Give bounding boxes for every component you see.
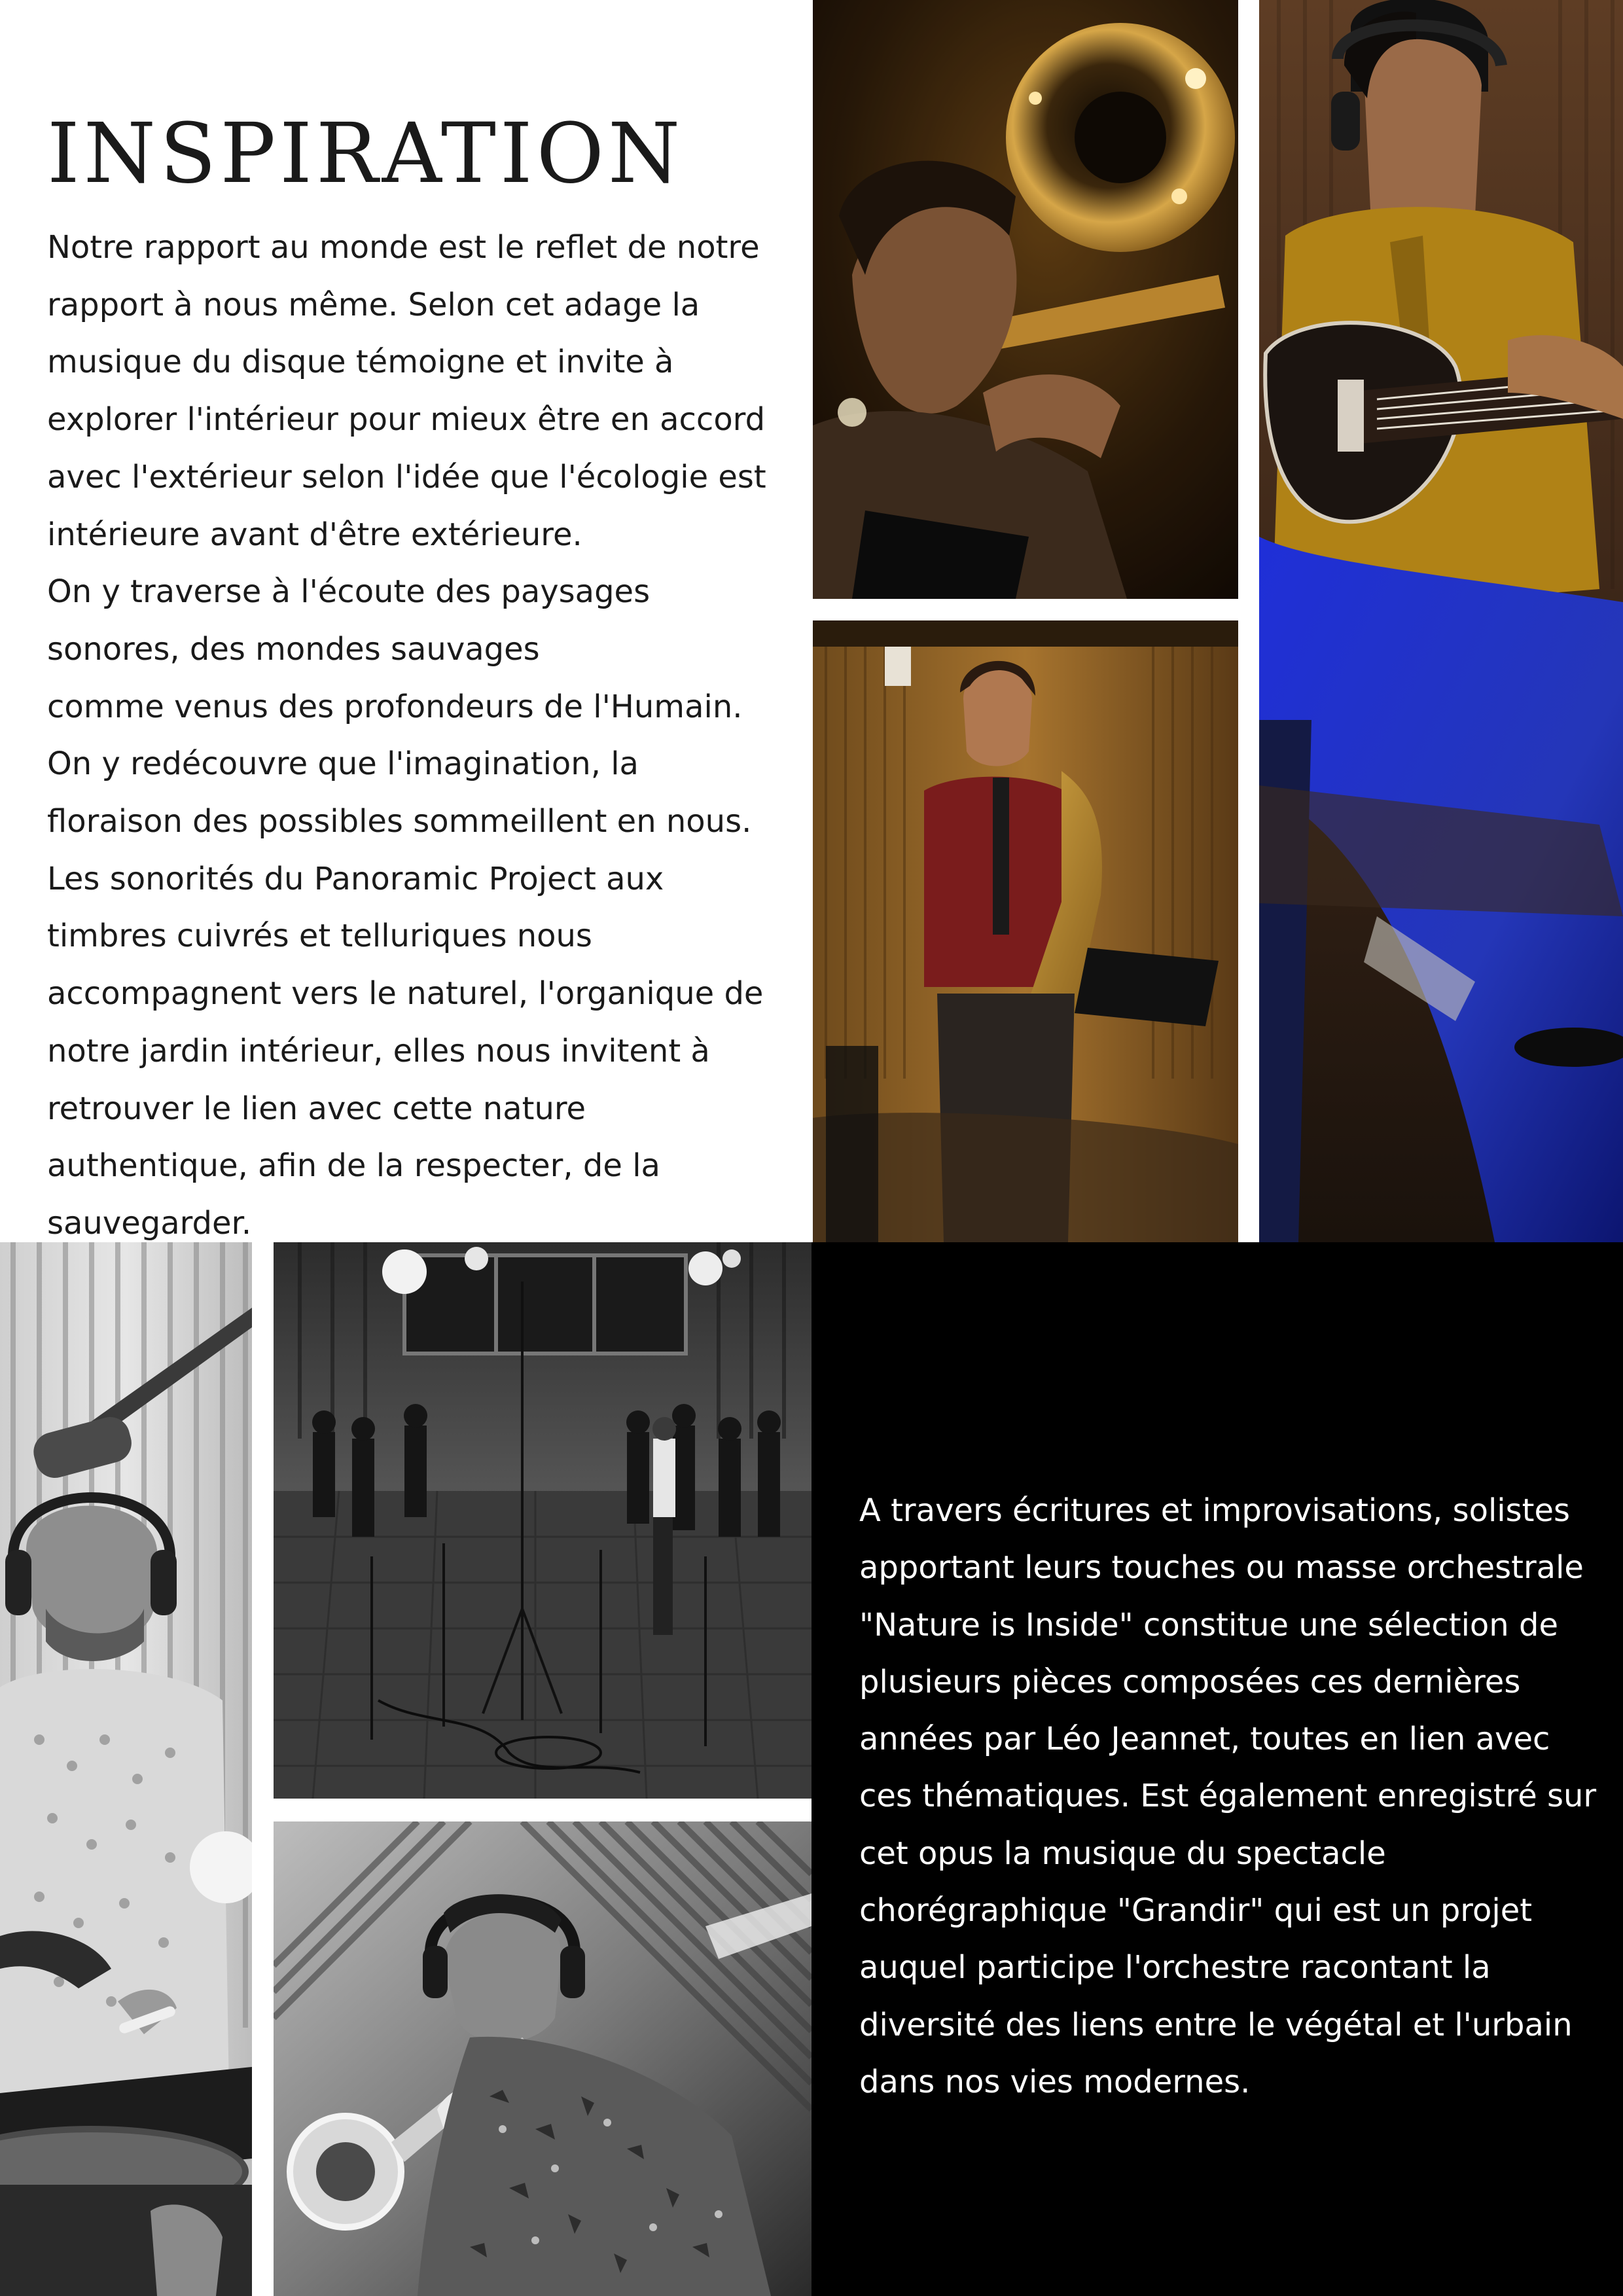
page-title: INSPIRATION: [47, 105, 685, 202]
orchestra-studio-photo: [274, 1242, 812, 1799]
guitarist-photo: [1259, 0, 1623, 1242]
intro-paragraph: On y redécouvre que l'imagination, la floraison des possibles sommeillent en nous. Les sonorités du Panoramic Project aux timbres cuivrés et telluriques nous accompagnent vers le naturel, l'organique de notre jardin intérieur, elles nous invitent à retrouver le lien avec cette nature authentique, afin de la respecter, de la sauvegarder.: [47, 745, 764, 1242]
trombone-player-photo: [813, 0, 1238, 599]
drummer-photo: [0, 1242, 252, 2296]
intro-paragraph: comme venus des profondeurs de l'Humain.: [47, 688, 743, 725]
intro-paragraph: On y traverse à l'écoute des paysages sonores, des mondes sauvages: [47, 573, 651, 668]
intro-paragraph: Notre rapport au monde est le reflet de notre rapport à nous même. Selon cet adage la musique du disque témoigne et invite à explorer l'intérieur pour mieux être en accord avec l'extérieur selon l'idée que l'écologie est intérieure avant d'être extérieure.: [47, 229, 766, 553]
saxophone-player-photo: [813, 620, 1238, 1242]
outro-text: A travers écritures et improvisations, solistes apportant leurs touches ou masse orchestrale "Nature is Inside" constitue une sélection de plusieurs pièces composées ces dernières années par Léo Jeannet, toutes en lien avec ces thématiques. Est également enregistré sur cet opus la musique du spectacle chorégraphique "Grandir" qui est un projet auquel participe l'orchestre racontant la diversité des liens entre le végétal et l'urbain dans nos vies modernes.: [859, 1492, 1597, 2100]
intro-text: [47, 219, 780, 1253]
trumpet-player-photo: [274, 1821, 812, 2296]
